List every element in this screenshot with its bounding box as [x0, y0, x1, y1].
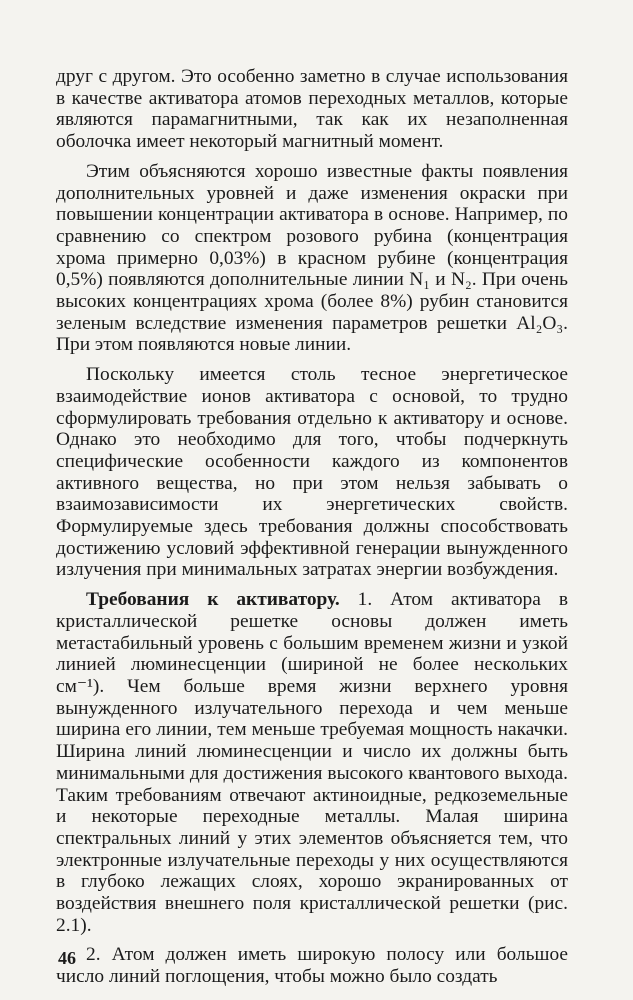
requirements-heading: Требования к активатору.	[86, 589, 340, 611]
requirements-text: 1. Атом активатора в кристаллической решетке основы должен иметь метастабильный уровень с большим временем жизни и узкой линией люминесценции (шириной не более нескольких см⁻¹). Чем больше время жизни верхнего уровня вынужденного излучательного перехода и чем меньше ширина его линии, тем меньше требуемая мощность накачки. Ширина линий люминесценции и число их должны быть минимальными для достижения высокого квантового выхода. Таким требованиям отвечают актиноидные, редкоземельные и некоторые переходные металлы. Малая ширина спектральных линий у этих элементов объясняется тем, что электронные излучательные переходы у них осуществляются в глубоко лежащих слоях, хорошо экранированных от воздействия внешнего поля кристаллической решетки (рис. 2.1).	[56, 589, 568, 936]
paragraph-continuation: друг с другом. Это особенно заметно в случае использования в качестве активатора атомов переходных металлов, которые являются парамагнитными, так как их незаполненная оболочка имеет некоторый магнитный момент.	[56, 66, 568, 153]
page-body	[56, 66, 568, 996]
paragraph-requirements	[56, 589, 568, 936]
paragraph-explanation: Этим объясняются хорошо известные факты появления дополнительных уровней и даже изменения окраски при повышении концентрации активатора в основе. Например, по сравнению со спектром розового рубина (концентрация хрома примерно 0,03%) в красном рубине (концентрация 0,5%) появляются дополнительные линии N₁ и N₂. При очень высоких концентрациях хрома (более 8%) рубин становится зеленым вследствие изменения параметров решетки Al₂O₃. При этом появляются новые линии.	[56, 160, 568, 356]
paragraph-item-2: 2. Атом должен иметь широкую полосу или большое число линий поглощения, чтобы можно было создать	[56, 944, 568, 988]
page-number: 46	[58, 948, 76, 968]
paragraph-interaction: Поскольку имеется столь тесное энергетическое взаимодействие ионов активатора с основой, то трудно сформулировать требования отдельно к активатору и основе. Однако это необходимо для того, чтобы подчеркнуть специфические особенности каждого из компонентов активного вещества, но при этом нельзя забывать о взаимозависимости их энергетических свойств. Формулируемые здесь требования должны способствовать достижению условий эффективной генерации вынужденного излучения при минимальных затратах энергии возбуждения.	[56, 364, 568, 581]
